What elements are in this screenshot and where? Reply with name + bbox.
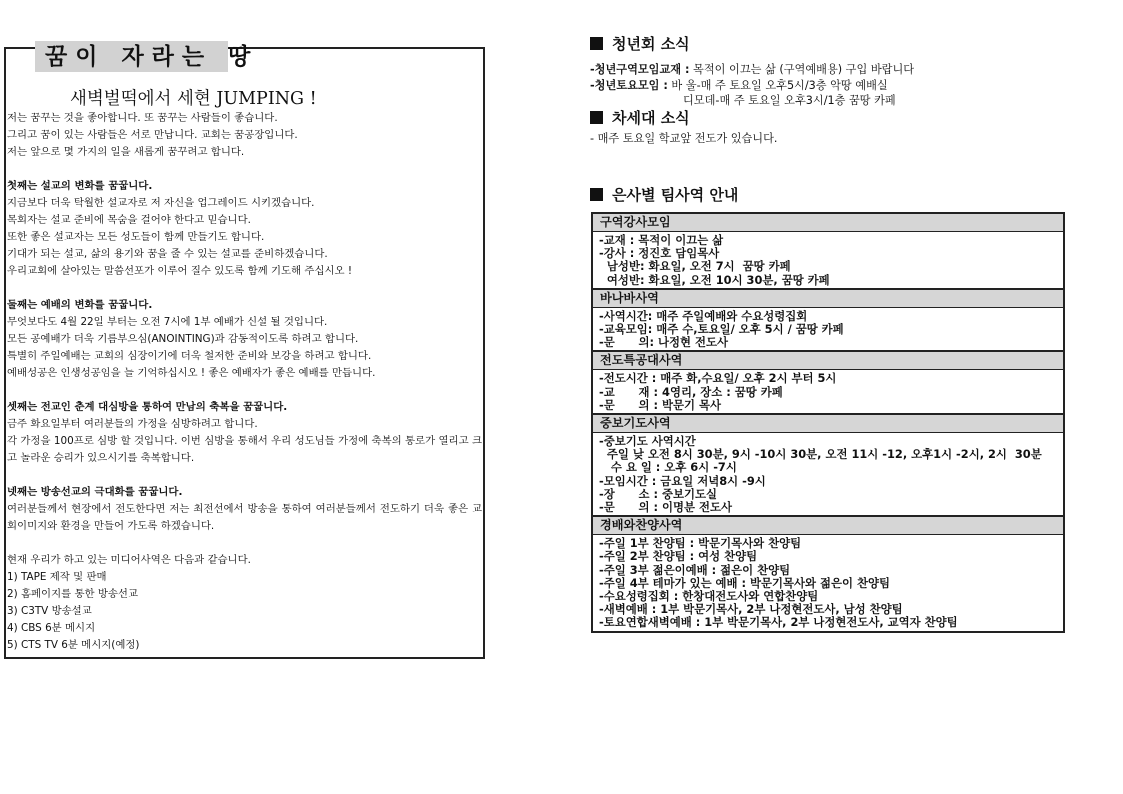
dream1-line: 기대가 되는 설교, 삶의 용기와 꿈을 줄 수 있는 설교를 준비하겠습니다.: [7, 248, 328, 260]
dream1-line: 지금보다 더욱 탁월한 설교자로 저 자신을 업그레이드 시키겠습니다.: [7, 197, 315, 209]
ministry-line: -수요성령집회 : 한창대전도사와 연합찬양팀: [599, 589, 819, 604]
dream2-title: 둘째는 예배의 변화를 꿈꿉니다.: [7, 299, 153, 311]
intro-line: 그리고 꿈이 있는 사람들은 서로 만납니다. 교회는 꿈공장입니다.: [7, 129, 298, 141]
dream1-line: 또한 좋은 설교자는 모든 성도들이 함께 만들기도 합니다.: [7, 231, 265, 243]
square-bullet-icon: [590, 37, 603, 50]
intro-line: 저는 꿈꾸는 것을 좋아합니다. 또 꿈꾸는 사람들이 좋습니다.: [7, 112, 278, 124]
dream3-paragraph: 각 가정을 100프로 심방 할 것입니다. 이번 심방을 통해서 우리 성도님들 가정에 축복의 통로가 열리고 크고 놀라운 승리가 있으시기를 축복합니다.: [7, 435, 482, 464]
ministry-group: [593, 290, 1063, 353]
ministry-table: [591, 212, 1065, 633]
media-item: 4) CBS 6분 메시지: [7, 622, 96, 634]
ministry-line: -문 의 : 박문기 목사: [599, 397, 721, 412]
ministry-line: -주일 1부 찬양팀 : 박문기목사와 찬양팀: [599, 536, 802, 551]
dream2-line: 예배성공은 인생성공임을 늘 기억하십시오 ! 좋은 예배자가 좋은 예배를 만듭니다.: [7, 367, 376, 379]
ministry-group-head: 경배와찬양사역: [593, 517, 1063, 535]
ministry-line: 수 요 일 : 오후 6시 -7시: [599, 460, 737, 475]
dream1-line: 목회자는 설교 준비에 목숨을 걸어야 한다고 믿습니다.: [7, 214, 251, 226]
ministry-line: 여성반: 화요일, 오전 10시 30분, 꿈땅 카페: [599, 272, 830, 287]
square-bullet-icon: [590, 188, 603, 201]
youth-news-line: 디모데-매 주 토요일 오후3시/1층 꿈땅 카페: [683, 94, 896, 107]
dream4-paragraph: 여러분들께서 현장에서 전도한다면 저는 최전선에서 방송을 통하여 여러분들께서 전도하기 더욱 좋은 교회이미지와 환경을 만들어 가도록 하겠습니다.: [7, 503, 482, 532]
ministry-line: -교재 : 목적이 이끄는 삶: [599, 233, 724, 247]
youth-news-text: 목적이 이끄는 삶 (구역예배용) 구입 바랍니다: [689, 63, 915, 76]
ministry-group-head: 바나바사역: [593, 290, 1063, 308]
ministry-group: [593, 517, 1063, 630]
nextgen-news-line: - 매주 토요일 학교앞 전도가 있습니다.: [590, 132, 778, 145]
nextgen-news-title: 차세대 소식: [612, 109, 690, 127]
ministry-line: -장 소 : 중보기도실: [599, 486, 718, 501]
ministry-line: -주일 4부 테마가 있는 예배 : 박문기목사와 젊은이 찬양팀: [599, 575, 891, 590]
youth-news-label: -청년토요모임 :: [590, 79, 668, 92]
youth-news-line: [590, 77, 888, 93]
dream3-title: 셋째는 전교인 춘계 대심방을 통하여 만남의 축복을 꿈꿉니다.: [7, 401, 288, 413]
ministry-group-head: 전도특공대사역: [593, 352, 1063, 370]
media-intro: 현재 우리가 하고 있는 미디어사역은 다음과 같습니다.: [7, 554, 251, 566]
ministry-title: 은사별 팀사역 안내: [612, 186, 739, 204]
youth-news-text: 바 울-매 주 토요일 오후5시/3층 악땅 예배실: [667, 79, 888, 92]
youth-news-heading: [590, 33, 690, 54]
article-heading: 새벽벌떡에서 세현 JUMPING !: [70, 89, 317, 109]
article-title-tab: 꿈이 자라는 땅: [35, 41, 228, 72]
ministry-heading: [590, 184, 738, 205]
media-item: 5) CTS TV 6분 메시지(예정): [7, 639, 140, 651]
ministry-line: -토요연합새벽예배 : 1부 박문기목사, 2부 나정현전도사, 교역자 찬양팀: [599, 615, 958, 630]
youth-news-label: -청년구역모임교재 :: [590, 63, 690, 76]
ministry-line: -모임시간 : 금요일 저녁8시 -9시: [599, 473, 766, 488]
youth-news-line: [590, 61, 914, 77]
ministry-line: -중보기도 사역시간: [599, 434, 696, 449]
ministry-line: -사역시간: 매주 주일예배와 수요성령집회: [599, 308, 808, 323]
ministry-group-head: 구역강사모임: [593, 214, 1063, 232]
ministry-line: -교 재 : 4영리, 장소 : 꿈땅 카페: [599, 384, 783, 399]
media-item: 1) TAPE 제작 및 판매: [7, 571, 107, 583]
dream2-line: 무엇보다도 4월 22일 부터는 오전 7시에 1부 예배가 신설 될 것입니다.: [7, 316, 328, 328]
ministry-group: [593, 352, 1063, 415]
media-item: 2) 홈페이지를 통한 방송선교: [7, 588, 138, 600]
square-bullet-icon: [590, 111, 603, 124]
intro-line: 저는 앞으로 몇 가지의 일을 새롭게 꿈꾸려고 합니다.: [7, 146, 245, 158]
ministry-line: -새벽예배 : 1부 박문기목사, 2부 나정현전도사, 남성 찬양팀: [599, 602, 903, 617]
ministry-line: 주일 낮 오전 8시 30분, 9시 -10시 30분, 오전 11시 -12, 오후1시 -2시, 2시 30분: [599, 447, 1042, 462]
ministry-line: -전도시간 : 매주 화,수요일/ 오후 2시 부터 5시: [599, 371, 837, 386]
ministry-group: [593, 214, 1063, 290]
dream2-line: 특별히 주일예배는 교회의 심장이기에 더욱 철저한 준비와 보강을 하려고 합니다.: [7, 350, 372, 362]
ministry-line: -문 의 : 이명분 전도사: [599, 500, 733, 515]
dream3-line: 금주 화요일부터 여러분들의 가정을 심방하려고 합니다.: [7, 418, 258, 430]
youth-news-title: 청년회 소식: [612, 35, 690, 53]
dream4-title: 넷째는 방송선교의 극대화를 꿈꿉니다.: [7, 486, 183, 498]
ministry-line: -주일 2부 찬양팀 : 여성 찬양팀: [599, 549, 758, 564]
article-body: [7, 110, 482, 654]
dream1-line: 우리교회에 살아있는 말씀선포가 이루어 질수 있도록 함께 기도해 주십시오 !: [7, 265, 353, 277]
nextgen-news-heading: [590, 107, 690, 128]
ministry-line: -주일 3부 젊은이예배 : 젊은이 찬양팀: [599, 562, 791, 577]
ministry-line: -강사 : 정진호 담임목사: [599, 246, 720, 261]
media-item: 3) C3TV 방송설교: [7, 605, 92, 617]
ministry-line: -교육모임: 매주 수,토요일/ 오후 5시 / 꿈땅 카페: [599, 322, 844, 337]
ministry-group-head: 중보기도사역: [593, 415, 1063, 433]
dream2-line: 모든 공예배가 더욱 기름부으심(ANOINTING)과 감동적이도록 하려고 합니다.: [7, 333, 359, 345]
ministry-line: -문 의: 나정현 전도사: [599, 335, 729, 350]
dream1-title: 첫째는 설교의 변화를 꿈꿉니다.: [7, 180, 153, 192]
ministry-line: 남성반: 화요일, 오전 7시 꿈땅 카페: [599, 259, 791, 274]
ministry-group: [593, 415, 1063, 517]
